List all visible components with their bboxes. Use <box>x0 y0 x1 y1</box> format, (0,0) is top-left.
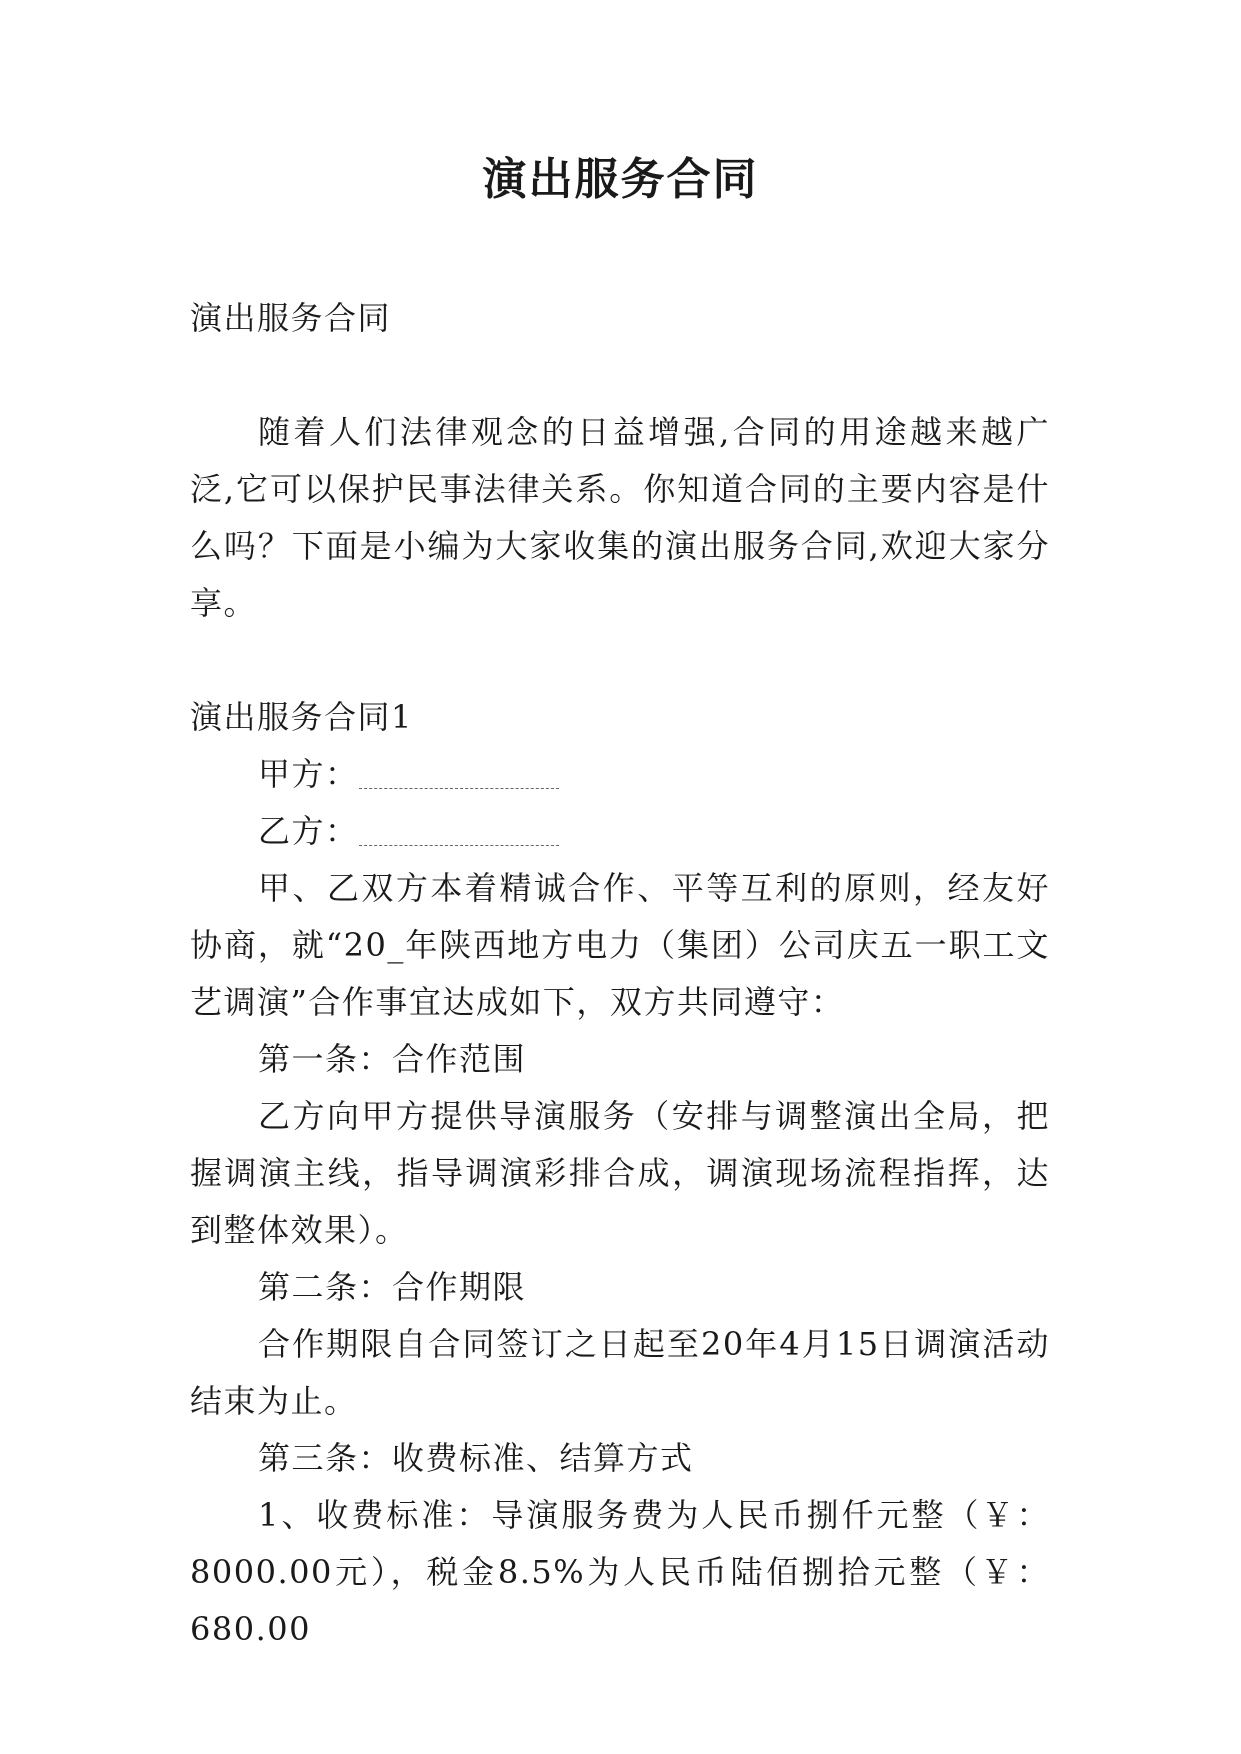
contract-heading: 演出服务合同1 <box>190 698 413 736</box>
party-a-blank <box>359 758 559 789</box>
intro-paragraph: 随着人们法律观念的日益增强,合同的用途越来越广泛,它可以保护民事法律关系。你知道合同的主要内容是什么吗？下面是小编为大家收集的演出服务合同,欢迎大家分享。 <box>190 413 1050 622</box>
document-title: 演出服务合同 <box>482 154 759 205</box>
article2-text: 合作期限自合同签订之日起至20年4月15日调演活动结束为止。 <box>190 1325 1050 1420</box>
document-body <box>190 290 1050 1658</box>
party-a-label: 甲方： <box>258 755 359 793</box>
article1-text: 乙方向甲方提供导演服务（安排与调整演出全局，把握调演主线，指导调演彩排合成，调演现场流程指挥，达到整体效果）。 <box>190 1097 1050 1249</box>
party-b-blank <box>359 815 559 846</box>
party-b-line <box>190 803 1050 860</box>
party-b-label: 乙方： <box>258 812 359 850</box>
document-subtitle: 演出服务合同 <box>190 299 392 337</box>
preamble-paragraph: 甲、乙双方本着精诚合作、平等互利的原则，经友好协商，就“20_年陕西地方电力（集团）公司庆五一职工文艺调演”合作事宜达成如下，双方共同遵守： <box>190 869 1050 1021</box>
article3-title: 第三条：收费标准、结算方式 <box>258 1439 694 1477</box>
article2-title: 第二条：合作期限 <box>258 1268 527 1306</box>
party-a-line <box>190 746 1050 803</box>
article3-text: 1、收费标准：导演服务费为人民币捌仟元整（￥：8000.00元），税金8.5%为人民币陆佰捌拾元整（￥：680.00 <box>190 1496 1050 1648</box>
article1-title: 第一条：合作范围 <box>258 1040 527 1078</box>
